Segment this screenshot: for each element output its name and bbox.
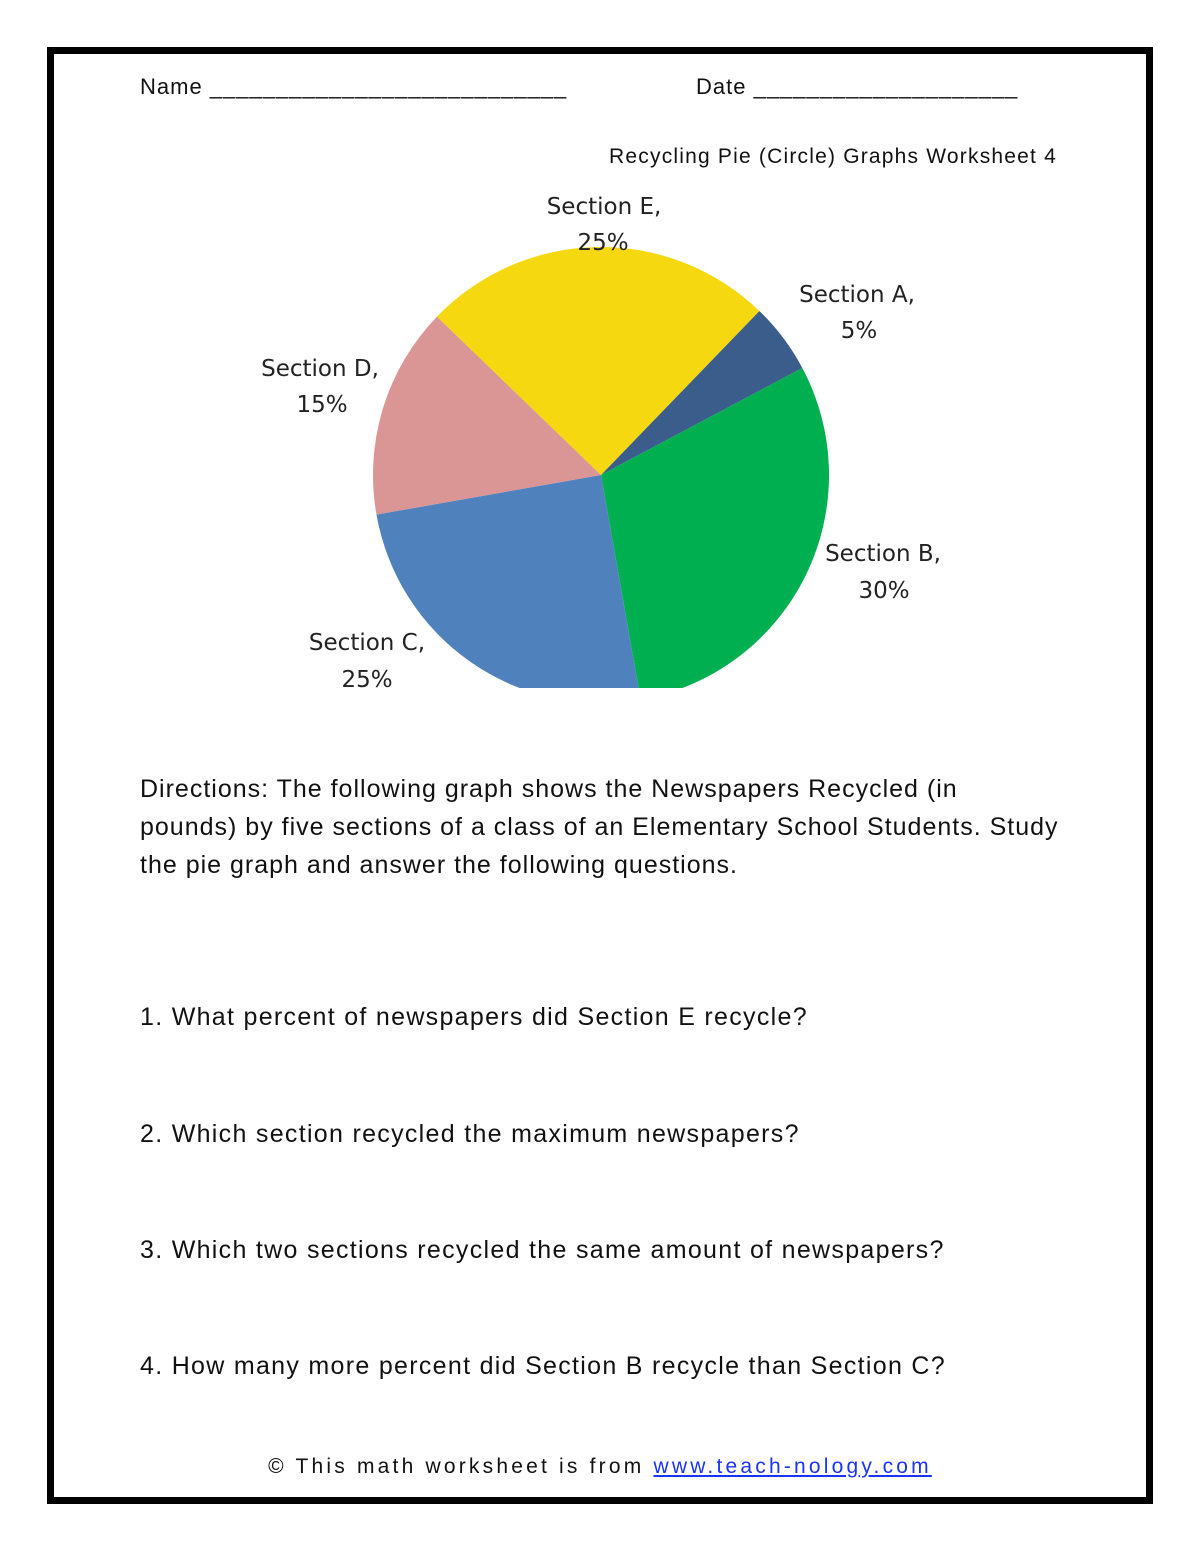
- name-field-line: Name ___________________________: [140, 74, 568, 99]
- question-4: 4. How many more percent did Section B recycle than Section C?: [140, 1352, 946, 1380]
- slice-label-section-c: Section C,: [308, 630, 426, 656]
- slice-value-section-a: 5%: [840, 318, 878, 344]
- slice-label-section-d: Section D,: [261, 356, 379, 382]
- footer-text: © This math worksheet is from: [268, 1455, 654, 1478]
- slice-label-section-a: Section A,: [799, 282, 915, 308]
- question-1: 1. What percent of newspapers did Section E recycle?: [140, 1003, 808, 1031]
- slice-label-section-e: Section E,: [546, 194, 662, 220]
- pie-chart: [0, 0, 1200, 720]
- question-2: 2. Which section recycled the maximum newspapers?: [140, 1120, 800, 1148]
- slice-label-section-b: Section B,: [825, 541, 941, 567]
- slice-value-section-e: 25%: [577, 230, 629, 256]
- question-3: 3. Which two sections recycled the same amount of newspapers?: [140, 1236, 945, 1264]
- footer-credit: [0, 1455, 1200, 1479]
- slice-value-section-b: 30%: [858, 578, 910, 604]
- worksheet-title: Recycling Pie (Circle) Graphs Worksheet 4: [609, 145, 1057, 168]
- slice-value-section-c: 25%: [341, 667, 393, 693]
- pie-slice-section-c: [376, 475, 640, 703]
- date-field-line: Date ____________________: [696, 74, 1019, 99]
- directions-text: Directions: The following graph shows the Newspapers Recycled (in pounds) by five sections of a class of an Elementary School Students. Study the pie graph and answer the following questions.: [140, 775, 1059, 879]
- slice-value-section-d: 15%: [296, 392, 348, 418]
- footer-link[interactable]: www.teach-nology.com: [653, 1455, 932, 1478]
